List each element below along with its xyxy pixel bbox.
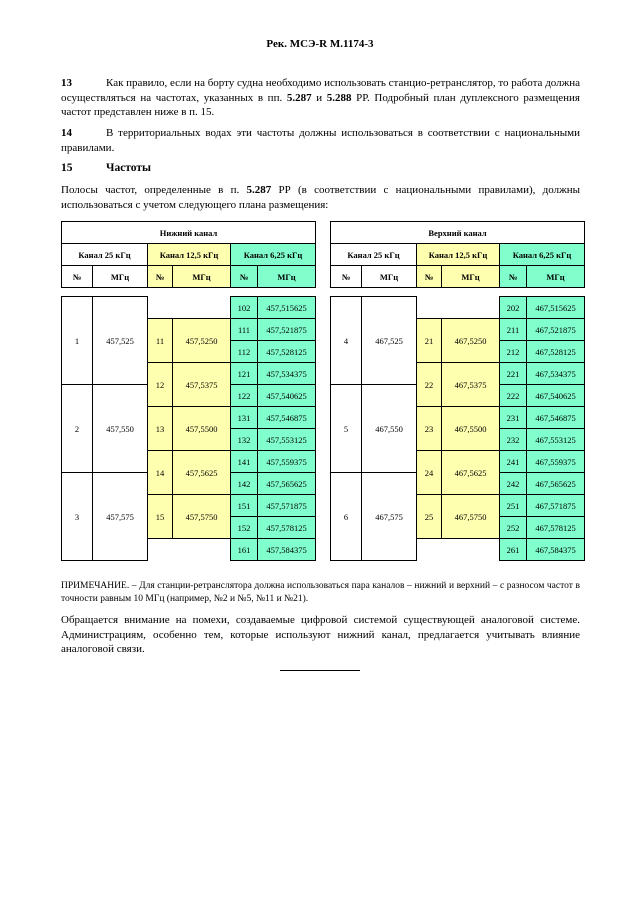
ch25-no: 4 bbox=[331, 297, 362, 385]
ch25-no: 3 bbox=[62, 473, 93, 561]
ch125-no: 11 bbox=[148, 319, 173, 363]
ch25-mhz: 457,575 bbox=[93, 473, 148, 561]
ch625-no: 141 bbox=[231, 451, 258, 473]
end-rule bbox=[280, 670, 360, 671]
note: ПРИМЕЧАНИЕ. – Для станции-ретранслятора должна использоваться пара каналов – нижний и верхний – с разносом частот в точности равным 10 МГц (например, №2 и №5, №11 и №21). bbox=[61, 581, 580, 604]
lower-channel-table bbox=[61, 221, 316, 561]
ch625-mhz: 467,540625 bbox=[527, 385, 585, 407]
ch625-mhz: 467,584375 bbox=[527, 539, 585, 561]
ch625-mhz: 467,571875 bbox=[527, 495, 585, 517]
ch125-no: 24 bbox=[417, 451, 442, 495]
ch125-no: 25 bbox=[417, 495, 442, 539]
ch625-mhz: 457,540625 bbox=[258, 385, 316, 407]
ch25-mhz: 457,525 bbox=[93, 297, 148, 385]
column-no: № bbox=[148, 266, 173, 288]
ch625-no: 151 bbox=[231, 495, 258, 517]
ch25-mhz: 467,550 bbox=[362, 385, 417, 473]
ch625-mhz: 467,521875 bbox=[527, 319, 585, 341]
ch625-no: 261 bbox=[500, 539, 527, 561]
column-no: № bbox=[331, 266, 362, 288]
ch625-no: 161 bbox=[231, 539, 258, 561]
column-mhz: МГц bbox=[362, 266, 417, 288]
ch125-mhz: 457,5625 bbox=[173, 451, 231, 495]
paragraph-13: 13 Как правило, если на борту судна необходимо использовать станцио-ретранслятор, то работа должна осуществляться на частотах, указанных в пп. 5.287 и 5.288 РР. Подробный план дуплексного размещения частот представлен ниже в п. 15. bbox=[61, 77, 580, 118]
ch625-mhz: 457,521875 bbox=[258, 319, 316, 341]
ch25-no: 6 bbox=[331, 473, 362, 561]
ch125-mhz: 457,5375 bbox=[173, 363, 231, 407]
ch625-no: 121 bbox=[231, 363, 258, 385]
paragraph-15: Полосы частот, определенные в п. 5.287 РР (в соответствии с национальными правилами), должны использоваться с учетом следующего плана размещения: bbox=[61, 184, 580, 211]
column-mhz: МГц bbox=[527, 266, 585, 288]
ch625-mhz: 457,584375 bbox=[258, 539, 316, 561]
section-title: 15 Частоты bbox=[61, 162, 152, 174]
table-row bbox=[331, 297, 585, 319]
ch625-no: 242 bbox=[500, 473, 527, 495]
ch625-mhz: 467,534375 bbox=[527, 363, 585, 385]
column-mhz: МГц bbox=[258, 266, 316, 288]
header-25khz: Канал 25 кГц bbox=[62, 244, 148, 266]
ch125-mhz: 457,5500 bbox=[173, 407, 231, 451]
ch125-no: 23 bbox=[417, 407, 442, 451]
header-6-25khz: Канал 6,25 кГц bbox=[231, 244, 316, 266]
ch625-mhz: 457,553125 bbox=[258, 429, 316, 451]
ch125-mhz: 457,5750 bbox=[173, 495, 231, 539]
header-12-5khz: Канал 12,5 кГц bbox=[417, 244, 500, 266]
header-6-25khz: Канал 6,25 кГц bbox=[500, 244, 585, 266]
ch625-no: 221 bbox=[500, 363, 527, 385]
ch625-mhz: 467,559375 bbox=[527, 451, 585, 473]
ch125-mhz: 467,5250 bbox=[442, 319, 500, 363]
ch625-no: 132 bbox=[231, 429, 258, 451]
ch625-no: 241 bbox=[500, 451, 527, 473]
ch625-mhz: 457,546875 bbox=[258, 407, 316, 429]
column-mhz: МГц bbox=[93, 266, 148, 288]
ch625-mhz: 457,528125 bbox=[258, 341, 316, 363]
ch25-no: 5 bbox=[331, 385, 362, 473]
ch625-no: 232 bbox=[500, 429, 527, 451]
ch625-mhz: 457,565625 bbox=[258, 473, 316, 495]
ch625-no: 131 bbox=[231, 407, 258, 429]
ch125-no: 12 bbox=[148, 363, 173, 407]
column-no: № bbox=[62, 266, 93, 288]
ch125-no: 13 bbox=[148, 407, 173, 451]
ch125-mhz: 467,5375 bbox=[442, 363, 500, 407]
ch625-no: 202 bbox=[500, 297, 527, 319]
ch625-mhz: 457,578125 bbox=[258, 517, 316, 539]
ch625-no: 102 bbox=[231, 297, 258, 319]
upper-channel-table bbox=[330, 221, 585, 561]
ch625-no: 142 bbox=[231, 473, 258, 495]
table-title: Нижний канал bbox=[62, 222, 316, 244]
table-row bbox=[62, 297, 316, 319]
ch25-mhz: 467,575 bbox=[362, 473, 417, 561]
ch625-mhz: 467,565625 bbox=[527, 473, 585, 495]
column-no: № bbox=[231, 266, 258, 288]
ch625-no: 211 bbox=[500, 319, 527, 341]
header-25khz: Канал 25 кГц bbox=[331, 244, 417, 266]
column-no: № bbox=[417, 266, 442, 288]
ch125-no: 22 bbox=[417, 363, 442, 407]
ch125-mhz: 467,5500 bbox=[442, 407, 500, 451]
column-mhz: МГц bbox=[173, 266, 231, 288]
ch625-no: 212 bbox=[500, 341, 527, 363]
ch125-mhz: 467,5625 bbox=[442, 451, 500, 495]
ch625-mhz: 457,571875 bbox=[258, 495, 316, 517]
column-no: № bbox=[500, 266, 527, 288]
ch625-mhz: 467,578125 bbox=[527, 517, 585, 539]
ch125-mhz: 457,5250 bbox=[173, 319, 231, 363]
ch125-no: 21 bbox=[417, 319, 442, 363]
paragraph-number: 14 bbox=[61, 127, 72, 139]
ch25-no: 1 bbox=[62, 297, 93, 385]
ch625-mhz: 457,534375 bbox=[258, 363, 316, 385]
ch125-mhz: 467,5750 bbox=[442, 495, 500, 539]
ch625-mhz: 467,553125 bbox=[527, 429, 585, 451]
header-12-5khz: Канал 12,5 кГц bbox=[148, 244, 231, 266]
ch125-no: 15 bbox=[148, 495, 173, 539]
ch625-no: 122 bbox=[231, 385, 258, 407]
ch625-no: 231 bbox=[500, 407, 527, 429]
table-title: Верхний канал bbox=[331, 222, 585, 244]
paragraph-number: 13 bbox=[61, 77, 72, 89]
ch625-mhz: 457,559375 bbox=[258, 451, 316, 473]
ch625-mhz: 467,528125 bbox=[527, 341, 585, 363]
ch625-no: 152 bbox=[231, 517, 258, 539]
closing-paragraph: Обращается внимание на помехи, создаваемые цифровой системой существующей аналоговой системе. Администрациям, особенно тем, которые используют нижний канал, предлагается учитывать влияние аналоговой связи. bbox=[61, 614, 580, 655]
paragraph-14: 14 В территориальных водах эти частоты должны использоваться в соответствии с национальными правилами. bbox=[61, 127, 580, 154]
ch25-mhz: 467,525 bbox=[362, 297, 417, 385]
ch625-no: 252 bbox=[500, 517, 527, 539]
ch25-mhz: 457,550 bbox=[93, 385, 148, 473]
column-mhz: МГц bbox=[442, 266, 500, 288]
ch625-mhz: 467,515625 bbox=[527, 297, 585, 319]
ch125-no: 14 bbox=[148, 451, 173, 495]
ch625-mhz: 467,546875 bbox=[527, 407, 585, 429]
ch625-no: 112 bbox=[231, 341, 258, 363]
page-header: Рек. МСЭ-R M.1174-3 bbox=[266, 38, 374, 50]
ch25-no: 2 bbox=[62, 385, 93, 473]
ch625-no: 111 bbox=[231, 319, 258, 341]
ch625-mhz: 457,515625 bbox=[258, 297, 316, 319]
ch625-no: 251 bbox=[500, 495, 527, 517]
ch625-no: 222 bbox=[500, 385, 527, 407]
